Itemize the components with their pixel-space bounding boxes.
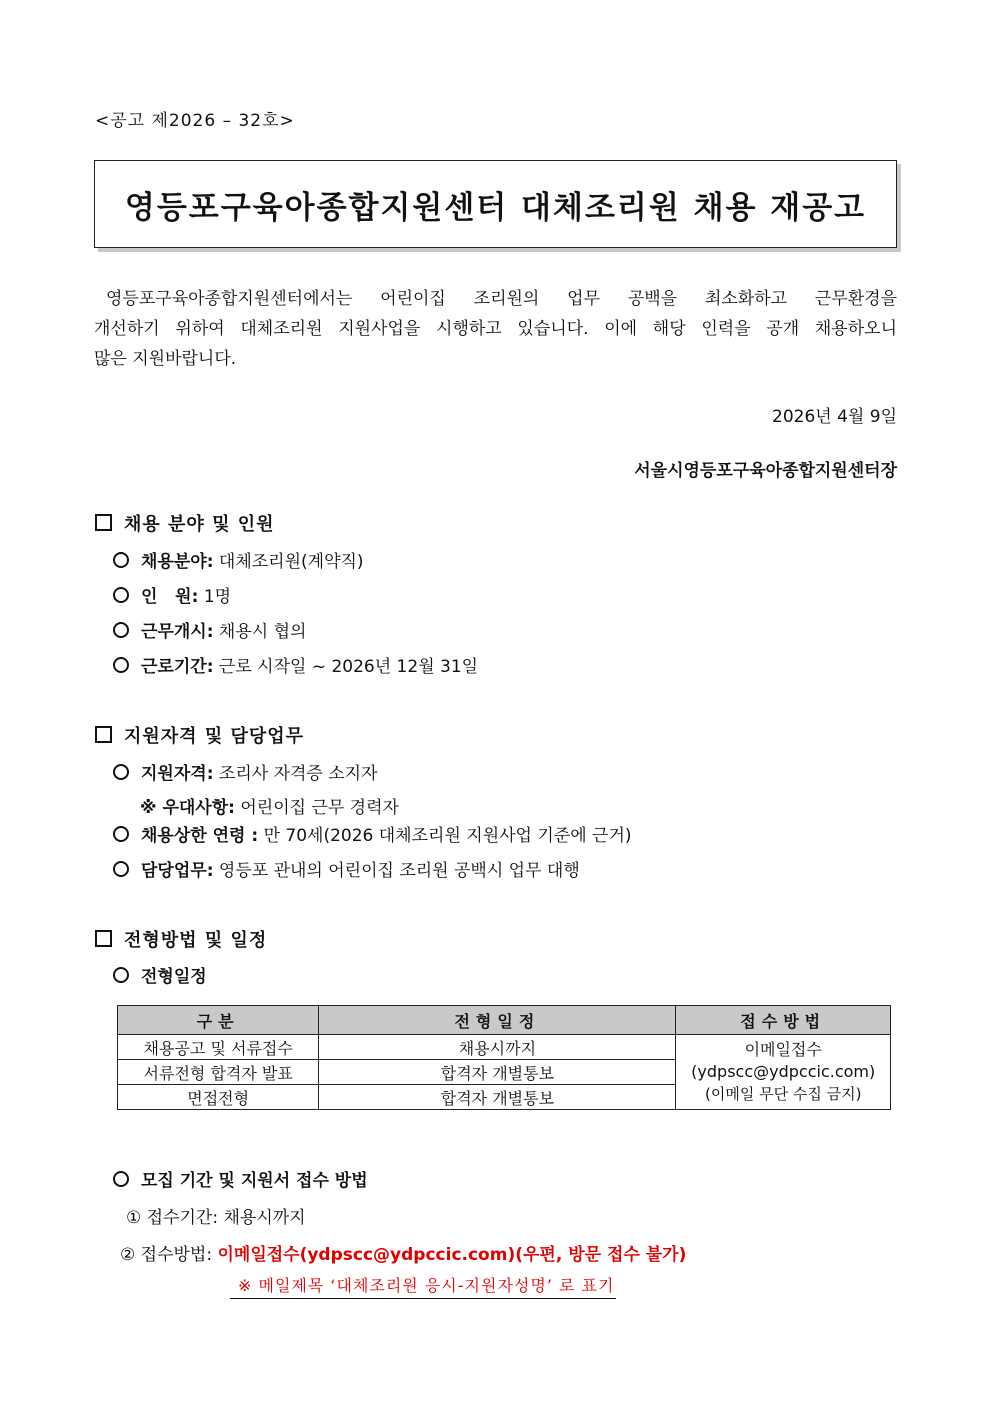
table-cell: 서류전형 합격자 발표 [118, 1060, 319, 1085]
email-subject-note: ※ 메일제목 ‘대체조리원 응시-지원자성명’ 로 표기 [230, 1273, 616, 1299]
intro-line-2: 개선하기 위하여 대체조리원 지원사업을 시행하고 있습니다. 이에 해당 인력을 공개 채용하오니 [94, 319, 897, 339]
circle-bullet-icon [113, 967, 129, 983]
item-duty: 담당업무: 영등포 관내의 어린이집 조리원 공백시 업무 대행 [113, 856, 580, 881]
item-application-period: ① 접수기간: 채용시까지 [126, 1208, 306, 1228]
method-note: (이메일 무단 수집 금지) [705, 1085, 862, 1103]
table-cell: 채용시까지 [319, 1035, 676, 1060]
checkbox-square-icon [95, 726, 112, 743]
method-line: 이메일접수 [744, 1040, 822, 1059]
section-heading-recruitment: 채용 분야 및 인원 [95, 510, 275, 536]
page-title: 영등포구육아종합지원센터 대체조리원 채용 재공고 [124, 189, 867, 226]
table-cell: 면접전형 [118, 1085, 319, 1110]
title-box [94, 160, 897, 248]
item-schedule: 전형일정 [113, 962, 207, 987]
application-method-value: 이메일접수(ydpscc@ydpccic.com)(우편, 방문 접수 불가) [217, 1245, 687, 1265]
table-cell: 합격자 개별통보 [319, 1085, 676, 1110]
circle-bullet-icon [113, 657, 129, 673]
method-email: (ydpscc@ydpccic.com) [691, 1062, 876, 1081]
notice-number: <공고 제2026 – 32호> [95, 111, 295, 131]
item-period: 근로기간: 근로 시작일 ~ 2026년 12월 31일 [113, 652, 478, 677]
item-field: 채용분야: 대체조리원(계약직) [113, 547, 364, 572]
circle-bullet-icon [113, 861, 129, 877]
circle-bullet-icon [113, 826, 129, 842]
table-header-category: 구분 [118, 1006, 319, 1035]
table-cell: 합격자 개별통보 [319, 1060, 676, 1085]
schedule-table [117, 1005, 891, 1110]
item-preference: ※ 우대사항: 어린이집 근무 경력자 [140, 798, 399, 818]
intro-paragraph [94, 284, 897, 374]
intro-line-3: 많은 지원바랍니다. [94, 349, 237, 369]
section-heading-qualification: 지원자격 및 담당업무 [95, 722, 304, 748]
circle-bullet-icon [113, 587, 129, 603]
checkbox-square-icon [95, 514, 112, 531]
circle-bullet-icon [113, 1171, 129, 1187]
section-heading-process: 전형방법 및 일정 [95, 926, 267, 952]
item-headcount: 인 원: 1명 [113, 582, 231, 607]
circle-bullet-icon [113, 622, 129, 638]
table-header-method: 접수방법 [676, 1006, 891, 1035]
table-row [118, 1035, 891, 1060]
organization-name: 서울시영등포구육아종합지원센터장 [634, 461, 897, 481]
table-header-row [118, 1006, 891, 1035]
checkbox-square-icon [95, 930, 112, 947]
item-application-method: ② 접수방법: 이메일접수(ydpscc@ydpccic.com)(우편, 방문 접수 불가) [120, 1245, 687, 1265]
circle-bullet-icon [113, 764, 129, 780]
table-cell-method [676, 1035, 891, 1110]
table-cell: 채용공고 및 서류접수 [118, 1035, 319, 1060]
circle-bullet-icon [113, 552, 129, 568]
item-age-limit: 채용상한 연령 : 만 70세(2026 대체조리원 지원사업 기준에 근거) [113, 821, 632, 846]
intro-line-1: 영등포구육아종합지원센터에서는 어린이집 조리원의 업무 공백을 최소화하고 근무환경을 [106, 289, 897, 309]
notice-date: 2026년 4월 9일 [772, 407, 897, 427]
item-application-heading: 모집 기간 및 지원서 접수 방법 [113, 1166, 368, 1191]
item-start: 근무개시: 채용시 협의 [113, 617, 306, 642]
table-header-schedule: 전형일정 [319, 1006, 676, 1035]
item-qualification: 지원자격: 조리사 자격증 소지자 [113, 759, 378, 784]
